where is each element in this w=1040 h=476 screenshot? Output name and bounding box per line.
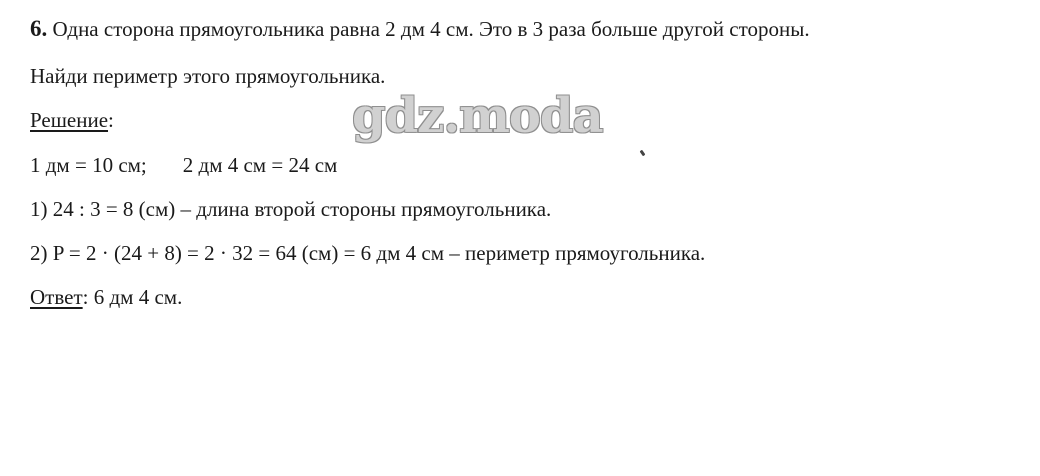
answer-line bbox=[30, 284, 182, 310]
solution-step-1: 1) 24 : 3 = 8 (см) – длина второй стороны прямоугольника. bbox=[30, 197, 552, 221]
task-statement-line-2: Найди периметр этого прямоугольника. bbox=[30, 64, 386, 88]
task-number: 6. bbox=[30, 16, 48, 41]
answer-label-colon: : bbox=[82, 285, 89, 309]
task-statement-text: Одна сторона прямоугольника равна 2 дм 4 см. Это в 3 раза больше другой стороны. bbox=[52, 17, 810, 41]
solution-label-colon: : bbox=[108, 108, 114, 132]
conversion-side-length: 2 дм 4 см = 24 см bbox=[182, 153, 338, 177]
conversion-decimeter-to-cm: 1 дм = 10 см; bbox=[30, 153, 147, 177]
scan-speck-mark bbox=[640, 150, 646, 157]
solution-heading bbox=[30, 107, 114, 133]
solution-label: Решение bbox=[30, 108, 109, 132]
task-statement-line-1 bbox=[30, 16, 810, 42]
watermark-logo: gdz.moda bbox=[352, 88, 603, 144]
answer-label: Ответ bbox=[30, 285, 83, 309]
unit-conversion-line bbox=[30, 152, 337, 178]
answer-value: 6 дм 4 см. bbox=[88, 285, 183, 309]
solution-step-2: 2) P = 2 · (24 + 8) = 2 · 32 = 64 (см) = 6 дм 4 см – периметр прямоугольника. bbox=[30, 241, 706, 265]
